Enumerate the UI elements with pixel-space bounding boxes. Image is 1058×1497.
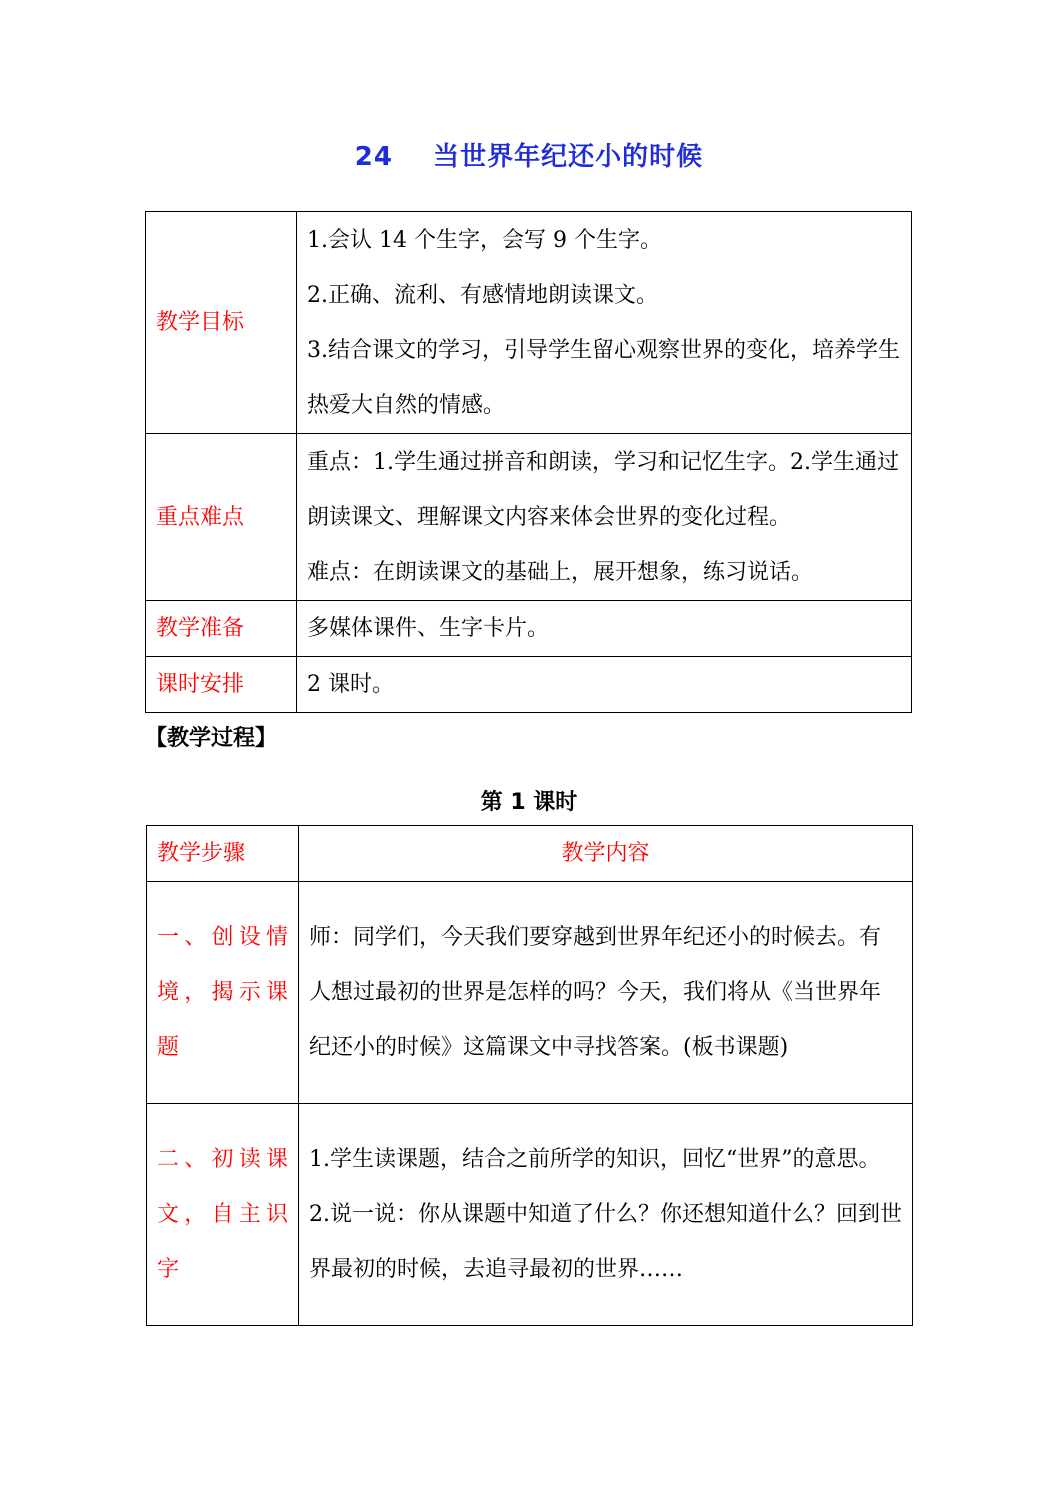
table-row [147,1104,913,1326]
key-points-label: 重点难点 [146,434,297,601]
step-content-line: 1.学生读课题，结合之前所学的知识，回忆“世界”的意思。 [309,1147,881,1172]
preparation-content: 多媒体课件、生字卡片。 [297,601,912,657]
step-content [299,1104,913,1326]
schedule-label: 课时安排 [146,657,297,713]
table-row-schedule [146,657,912,713]
step-content-line: 2.说一说：你从课题中知道了什么？你还想知道什么？回到世界最初的时候，去追寻最初的世界…… [309,1202,902,1282]
goals-line: 2.正确、流利、有感情地朗读课文。 [307,282,658,308]
schedule-content: 2 课时。 [297,657,912,713]
document-title: 24 当世界年纪还小的时候 [354,142,704,172]
preparation-label: 教学准备 [146,601,297,657]
table-row-key-points [146,434,912,601]
step-content [299,882,913,1104]
step-content-line: 师：同学们，今天我们要穿越到世界年纪还小的时候去。有人想过最初的世界是怎样的吗？今天，我们将从《当世界年纪还小的时候》这篇课文中寻找答案。(板书课题) [309,925,882,1060]
table-header-row [147,826,913,882]
goals-label: 教学目标 [146,212,297,434]
teaching-steps-table [146,825,913,1326]
key-points-line: 重点：1.学生通过拼音和朗读，学习和记忆生字。2.学生通过朗读课文、理解课文内容来体会世界的变化过程。 [307,449,899,530]
table-row-goals [146,212,912,434]
lesson-info-table [145,211,912,713]
header-content: 教学内容 [299,826,913,882]
goals-line: 1.会认 14 个生字，会写 9 个生字。 [307,227,662,253]
key-points-content [297,434,912,601]
goals-line: 3.结合课文的学习，引导学生留心观察世界的变化，培养学生热爱大自然的情感。 [307,337,900,418]
section-heading: 【教学过程】 [145,726,278,751]
table-row [147,882,913,1104]
header-step: 教学步骤 [147,826,299,882]
table-row-preparation [146,601,912,657]
step-label: 一、创设情境，揭示课题 [147,882,299,1104]
goals-content [297,212,912,434]
key-points-line: 难点：在朗读课文的基础上，展开想象，练习说话。 [307,559,814,585]
step-label: 二、初读课文，自主识字 [147,1104,299,1326]
lesson-title: 第 1 课时 [480,790,578,815]
